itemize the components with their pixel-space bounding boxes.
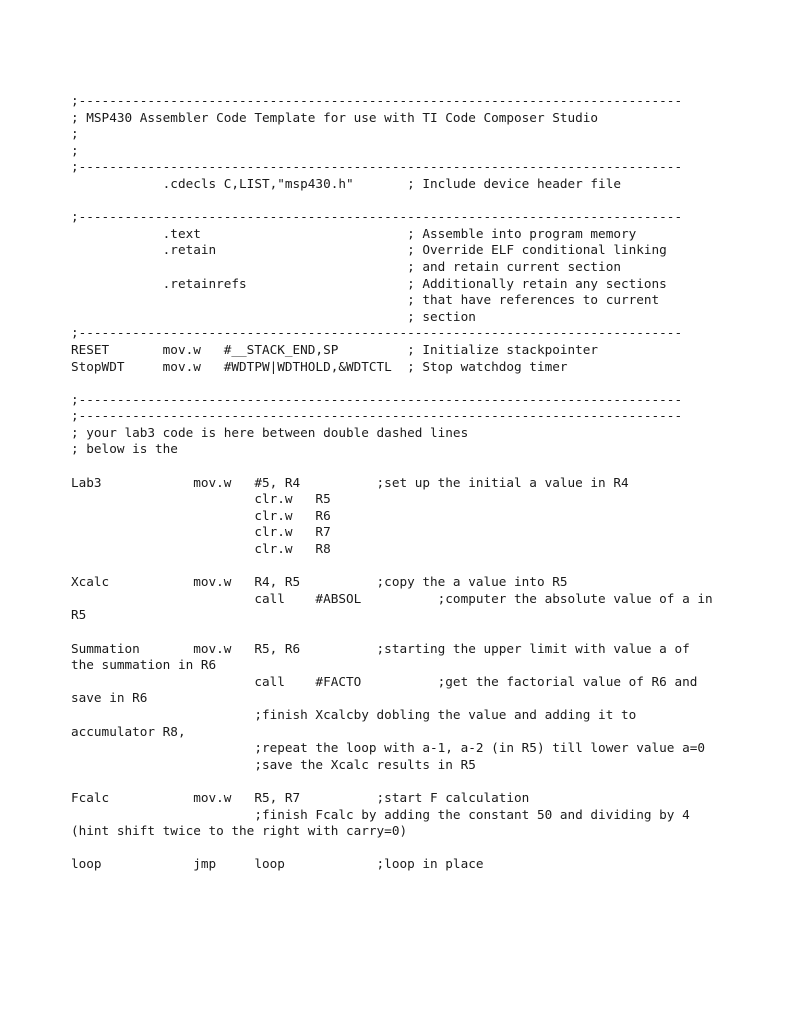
- code-line: call #FACTO ;get the factorial value of R6 and: [71, 673, 698, 689]
- code-line: accumulator R8,: [71, 723, 186, 739]
- code-line: Summation mov.w R5, R6 ;starting the upper limit with value a of: [71, 640, 690, 656]
- code-line: R5: [71, 607, 87, 623]
- code-line: ;-------------------------------------------------------------------------------: [71, 93, 683, 108]
- code-line: Xcalc mov.w R4, R5 ;copy the a value into R5: [71, 574, 568, 590]
- code-line: [71, 773, 713, 790]
- code-line: ;-------------------------------------------------------------------------------: [71, 209, 683, 225]
- code-line: ;: [71, 126, 79, 142]
- code-line: the summation in R6: [71, 657, 217, 673]
- code-line: ;-------------------------------------------------------------------------------: [71, 391, 683, 407]
- code-line: [71, 840, 713, 857]
- code-line: ;finish Xcalcby dobling the value and adding it to: [71, 706, 637, 722]
- code-line: ;-------------------------------------------------------------------------------: [71, 159, 683, 175]
- code-line: ;-------------------------------------------------------------------------------: [71, 325, 683, 341]
- code-line: clr.w R6: [71, 507, 331, 523]
- code-line: ;finish Fcalc by adding the constant 50 and dividing by 4: [71, 806, 690, 822]
- code-line: StopWDT mov.w #WDTPW|WDTHOLD,&WDTCTL ; Stop watchdog timer: [71, 358, 568, 374]
- code-line: [71, 193, 713, 210]
- code-line: clr.w R5: [71, 491, 331, 507]
- code-line: [71, 375, 713, 392]
- code-line: save in R6: [71, 690, 148, 706]
- code-line: .retainrefs ; Additionally retain any sections: [71, 275, 667, 291]
- code-line: RESET mov.w #__STACK_END,SP ; Initialize stackpointer: [71, 341, 599, 357]
- code-line: (hint shift twice to the right with carry=0): [71, 823, 408, 839]
- code-line: ;repeat the loop with a-1, a-2 (in R5) till lower value a=0: [71, 740, 705, 756]
- code-line: ; MSP430 Assembler Code Template for use with TI Code Composer Studio: [71, 109, 599, 125]
- code-line: .cdecls C,LIST,"msp430.h" ; Include device header file: [71, 175, 621, 191]
- code-line: ;save the Xcalc results in R5: [71, 756, 476, 772]
- assembly-code-listing: [71, 93, 713, 873]
- code-line: ; that have references to current: [71, 292, 660, 308]
- code-line: call #ABSOL ;computer the absolute value of a in: [71, 590, 713, 606]
- code-line: clr.w R7: [71, 524, 331, 540]
- code-line: .retain ; Override ELF conditional linking: [71, 242, 667, 258]
- code-line: loop jmp loop ;loop in place: [71, 856, 484, 872]
- code-line: [71, 458, 713, 475]
- code-line: ; and retain current section: [71, 258, 621, 274]
- code-line: ;: [71, 142, 79, 158]
- code-line: Lab3 mov.w #5, R4 ;set up the initial a value in R4: [71, 474, 629, 490]
- code-line: [71, 624, 713, 641]
- code-line: [71, 558, 713, 575]
- code-line: ; section: [71, 308, 476, 324]
- code-line: clr.w R8: [71, 541, 331, 557]
- code-line: ; your lab3 code is here between double dashed lines: [71, 424, 469, 440]
- code-line: .text ; Assemble into program memory: [71, 225, 637, 241]
- code-line: Fcalc mov.w R5, R7 ;start F calculation: [71, 789, 530, 805]
- code-line: ;-------------------------------------------------------------------------------: [71, 408, 683, 424]
- code-line: ; below is the: [71, 441, 178, 457]
